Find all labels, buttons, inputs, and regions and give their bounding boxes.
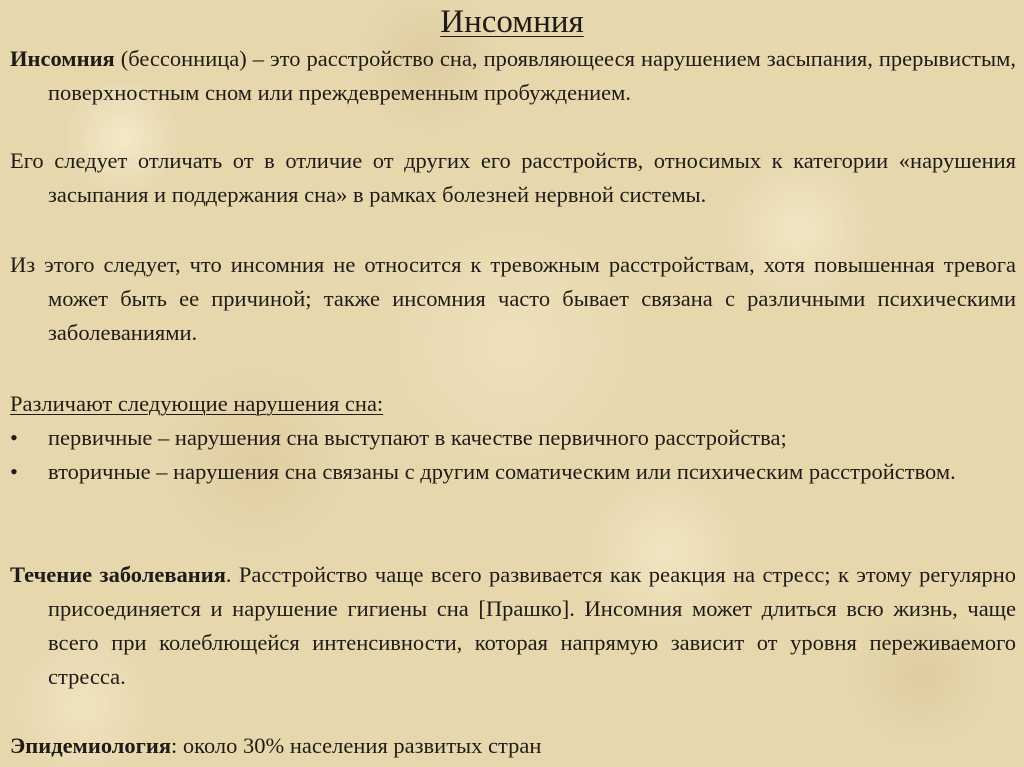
list-item xyxy=(10,421,1016,455)
course-paragraph xyxy=(10,558,1016,694)
epidemiology-text: : около 30% населения развитых стран xyxy=(171,733,542,758)
page-title: Инсомния xyxy=(440,4,584,40)
definition-paragraph xyxy=(10,42,1016,110)
course-text: . Расстройство чаще всего развивается как реакция на стресс; к этому регулярно присоединяется и нарушение гигиены сна [Прашко]. Инсомния может длиться всю жизнь, чаще всего при колеблющейся интенсивности, которая напрямую зависит от уровня переживаемого стресса. xyxy=(48,562,1016,689)
distinguish-paragraph: Его следует отличать от в отличие от других его расстройств, относимых к категории «нарушения засыпания и поддержания сна» в рамках болезней нервной системы. xyxy=(10,148,1016,207)
epidemiology-term: Эпидемиология xyxy=(10,733,172,758)
epidemiology-paragraph xyxy=(10,729,1016,763)
definition-text: (бессонница) – это расстройство сна, проявляющееся нарушением засыпания, прерывистым, поверхностным сном или преждевременным пробуждением. xyxy=(48,46,1016,105)
definition-term: Инсомния xyxy=(10,46,115,71)
list-item-text: вторичные – нарушения сна связаны с другим соматическим или психическим расстройством. xyxy=(48,459,956,484)
course-term: Течение заболевания xyxy=(10,562,226,587)
bullet-icon: • xyxy=(10,459,18,484)
list-item xyxy=(10,455,1016,489)
anxiety-paragraph: Из этого следует, что инсомния не относится к тревожным расстройствам, хотя повышенная тревога может быть ее причиной; также инсомния часто бывает связана с различными психическими заболеваниями. xyxy=(10,252,1016,345)
list-item-text: первичные – нарушения сна выступают в качестве первичного расстройства; xyxy=(48,425,787,450)
types-heading: Различают следующие нарушения сна: xyxy=(10,391,384,416)
bullet-icon: • xyxy=(10,425,18,450)
